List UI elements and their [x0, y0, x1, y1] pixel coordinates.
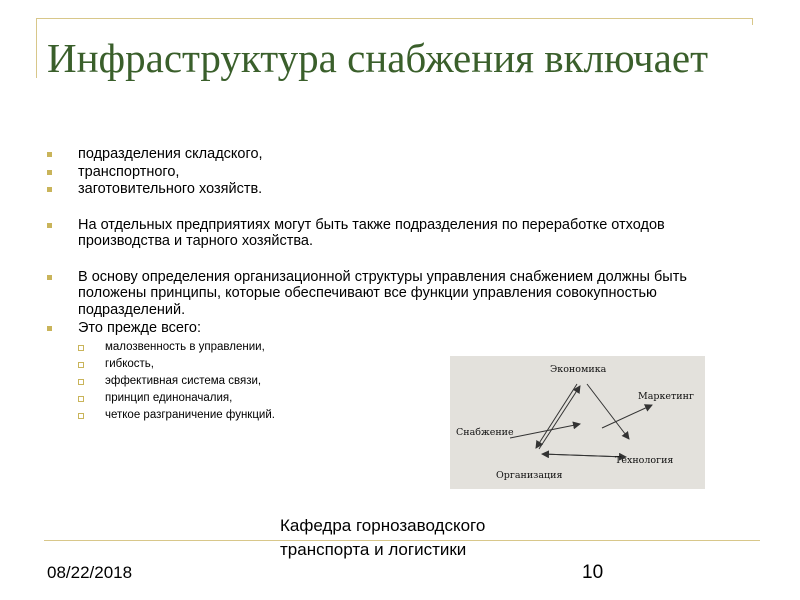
arrow-supply-marketing: [602, 405, 652, 428]
sub-bullet-text: эффективная система связи,: [105, 374, 262, 387]
sub-bullet-text: малозвенность в управлении,: [105, 340, 265, 353]
footer-department: Кафедра горнозаводского транспорта и логистики: [280, 516, 486, 559]
frame-left-line: [36, 18, 37, 78]
bullet-marker: [47, 275, 52, 280]
diagram-label-supply: Снабжение: [456, 427, 514, 438]
bullet-marker: [47, 152, 52, 157]
bullet-item: [47, 217, 747, 250]
arrow-technology-organization: [542, 454, 626, 457]
sub-bullet-text: принцип единоначалия,: [105, 391, 233, 404]
footer-page-number: 10: [582, 562, 604, 583]
frame-top-line: [36, 18, 753, 19]
arrow-economy-technology: [587, 384, 629, 439]
sub-bullet-marker: [78, 362, 84, 368]
sub-bullet-marker: [78, 345, 84, 351]
arrow-supply-line: [510, 424, 580, 438]
bullet-text: транспортного,: [78, 163, 180, 180]
diagram-label-organization: Организация: [496, 470, 563, 481]
sub-bullet-marker: [78, 413, 84, 419]
diagram-label-technology: Технология: [615, 455, 674, 466]
spacer: [47, 250, 747, 269]
bullet-marker: [47, 223, 52, 228]
bullet-text: В основу определения организационной структуры управления снабжением должны быть положены принципы, которые обеспечивают все функции управления совокупностью подразделений.: [78, 268, 687, 318]
sub-bullet-item: [47, 339, 747, 356]
arrow-economy-organization: [536, 384, 577, 448]
spacer: [47, 198, 747, 217]
diagram-label-economy: Экономика: [550, 364, 607, 375]
sub-bullet-marker: [78, 379, 84, 385]
bullet-text: Это прежде всего:: [78, 320, 201, 336]
structure-diagram: [450, 356, 705, 489]
bullet-item: [47, 164, 747, 181]
bullet-item: [47, 269, 747, 319]
bullet-item: [47, 146, 747, 163]
slide-title: Инфраструктура снабжения включает: [47, 35, 708, 81]
diagram-label-marketing: Маркетинг: [638, 391, 694, 402]
bullet-marker: [47, 326, 52, 331]
sub-bullet-text: четкое разграничение функций.: [105, 408, 275, 421]
bullet-text: подразделения складского,: [78, 146, 263, 162]
diagram-arrows: [450, 356, 705, 489]
sub-bullet-text: гибкость,: [105, 357, 154, 370]
arrow-organization-economy: [539, 386, 580, 449]
bullet-text: заготовительного хозяйств.: [78, 181, 263, 197]
bullet-item: [47, 181, 747, 198]
bullet-marker: [47, 187, 52, 192]
bullet-text: На отдельных предприятиях могут быть также подразделения по переработке отходов производства и тарного хозяйства.: [78, 216, 665, 249]
bullet-item: [47, 320, 747, 337]
footer-date: 08/22/2018: [47, 563, 133, 582]
sub-bullet-marker: [78, 396, 84, 402]
bullet-marker: [47, 170, 52, 175]
frame-right-line: [752, 18, 753, 25]
